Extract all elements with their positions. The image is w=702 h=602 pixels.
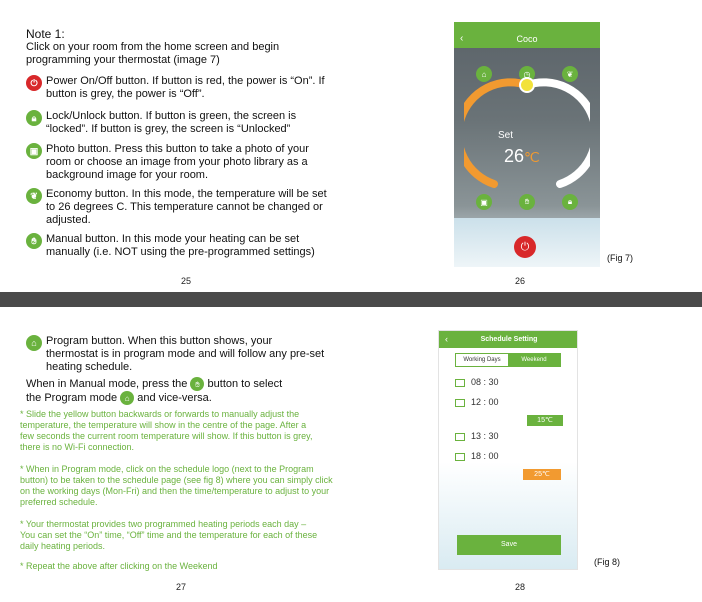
lock-item (26, 110, 336, 136)
hand-icon: ✋︎ (190, 377, 204, 391)
manual-mode-text: When in Manual mode, press the ✋︎ button to select the Program mode ⌂ and vice-versa. (26, 377, 283, 404)
tab-weekend[interactable]: Weekend (508, 354, 560, 366)
manual-item-text: Manual button. In this mode your heating can be set manually (i.e. NOT using the pre-programmed settings) (46, 233, 315, 258)
back-icon[interactable]: ‹ (460, 33, 464, 44)
page-number-25: 25 (181, 276, 192, 286)
schedule-icon (455, 379, 465, 387)
tip-3: * Your thermostat provides two programmed heating periods each day – You can set the “On” time, “Off” time and the temperature for each of these daily heating periods. (20, 519, 318, 551)
tip-4: * Repeat the above after clicking on the Weekend (20, 561, 218, 571)
schedule-row[interactable]: 12 : 00 (455, 397, 565, 407)
photo-item-text: Photo button. Press this button to take a photo of your room or choose an image from your photo library as a background image for your room. (46, 143, 309, 181)
set-label: Set (498, 130, 514, 141)
temperature-unit: ℃ (524, 149, 540, 165)
note-title: Note 1: (26, 27, 65, 41)
schedule-title: Schedule Setting (439, 331, 578, 348)
program-icon: ⌂ (120, 391, 134, 405)
photo-icon[interactable]: ▣ (476, 194, 492, 210)
program-item (26, 335, 326, 374)
schedule-icon (455, 453, 465, 461)
leaf-icon: ❦ (26, 188, 42, 204)
program-icon: ⌂ (26, 335, 42, 351)
lock-icon: 🔒︎ (26, 110, 42, 126)
power-icon[interactable]: ⏻ (514, 236, 536, 258)
photo-item (26, 143, 336, 182)
temperature-dial[interactable] (464, 74, 590, 200)
schedule-row[interactable]: 18 : 00 (455, 451, 565, 461)
bottom-spread (0, 307, 702, 602)
app-title: Coco (454, 30, 600, 48)
note-intro: Click on your room from the home screen and begin programming your thermostat (image 7) (26, 41, 280, 66)
save-button[interactable]: Save (457, 535, 561, 555)
fig-7-label: (Fig 7) (607, 253, 634, 263)
tip-2: * When in Program mode, click on the schedule logo (next to the Program button) to be taken to the schedule page (see fig 8) where you can simply click on the working days (Mon-Fri) and then the time/temperature to adjust to your preferred schedule. (20, 464, 333, 507)
schedule-screen (438, 330, 578, 570)
page-number-28: 28 (515, 582, 526, 592)
day-tabs (455, 353, 561, 367)
power-item-text: Power On/Off button. If button is red, the power is “On”. If button is grey, the power is “Off”. (46, 75, 325, 100)
page-number-26: 26 (515, 276, 526, 286)
page-divider (0, 292, 702, 307)
manual-item (26, 233, 336, 259)
fig-8-label: (Fig 8) (594, 557, 621, 567)
page-number-27: 27 (176, 582, 187, 592)
hand-icon: ✋︎ (26, 233, 42, 249)
tab-working-days[interactable]: Working Days (463, 357, 501, 363)
power-icon: ⏻ (26, 75, 42, 91)
thermostat-screen (454, 22, 600, 267)
schedule-row[interactable]: 13 : 30 (455, 431, 565, 441)
program-icon[interactable]: ⌂ (476, 66, 492, 82)
temperature-readout: 26℃ (504, 146, 540, 166)
economy-item-text: Economy button. In this mode, the temperature will be set to 26 degrees C. This temperature cannot be changed or adjusted. (46, 188, 327, 226)
program-item-text: Program button. When this button shows, your thermostat is in program mode and will follow any pre-set heating schedule. (46, 335, 325, 373)
status-bar (454, 22, 600, 30)
temperature-badge[interactable]: 15℃ (527, 415, 563, 426)
lock-item-text: Lock/Unlock button. If button is green, the screen is “locked”. If button is grey, the screen is “Unlocked” (46, 110, 297, 135)
temperature-badge[interactable]: 25℃ (523, 469, 561, 480)
lock-icon[interactable]: 🔒︎ (562, 194, 578, 210)
hand-icon[interactable]: ✋︎ (519, 194, 535, 210)
economy-item (26, 188, 336, 227)
leaf-icon[interactable]: ❦ (562, 66, 578, 82)
schedule-icon (455, 433, 465, 441)
power-item (26, 75, 336, 101)
schedule-icon (455, 399, 465, 407)
schedule-row[interactable]: 08 : 30 (455, 377, 565, 387)
photo-icon: ▣ (26, 143, 42, 159)
schedule-icon[interactable]: ◷ (519, 66, 535, 82)
top-spread (0, 0, 702, 292)
back-icon[interactable]: ‹ (445, 334, 448, 344)
tip-1: * Slide the yellow button backwards or forwards to manually adjust the temperature, the temperature will show in the centre of the page. After a few seconds the current room temperature will show. If this button is grey, there is no Wi-Fi connection. (20, 409, 313, 452)
